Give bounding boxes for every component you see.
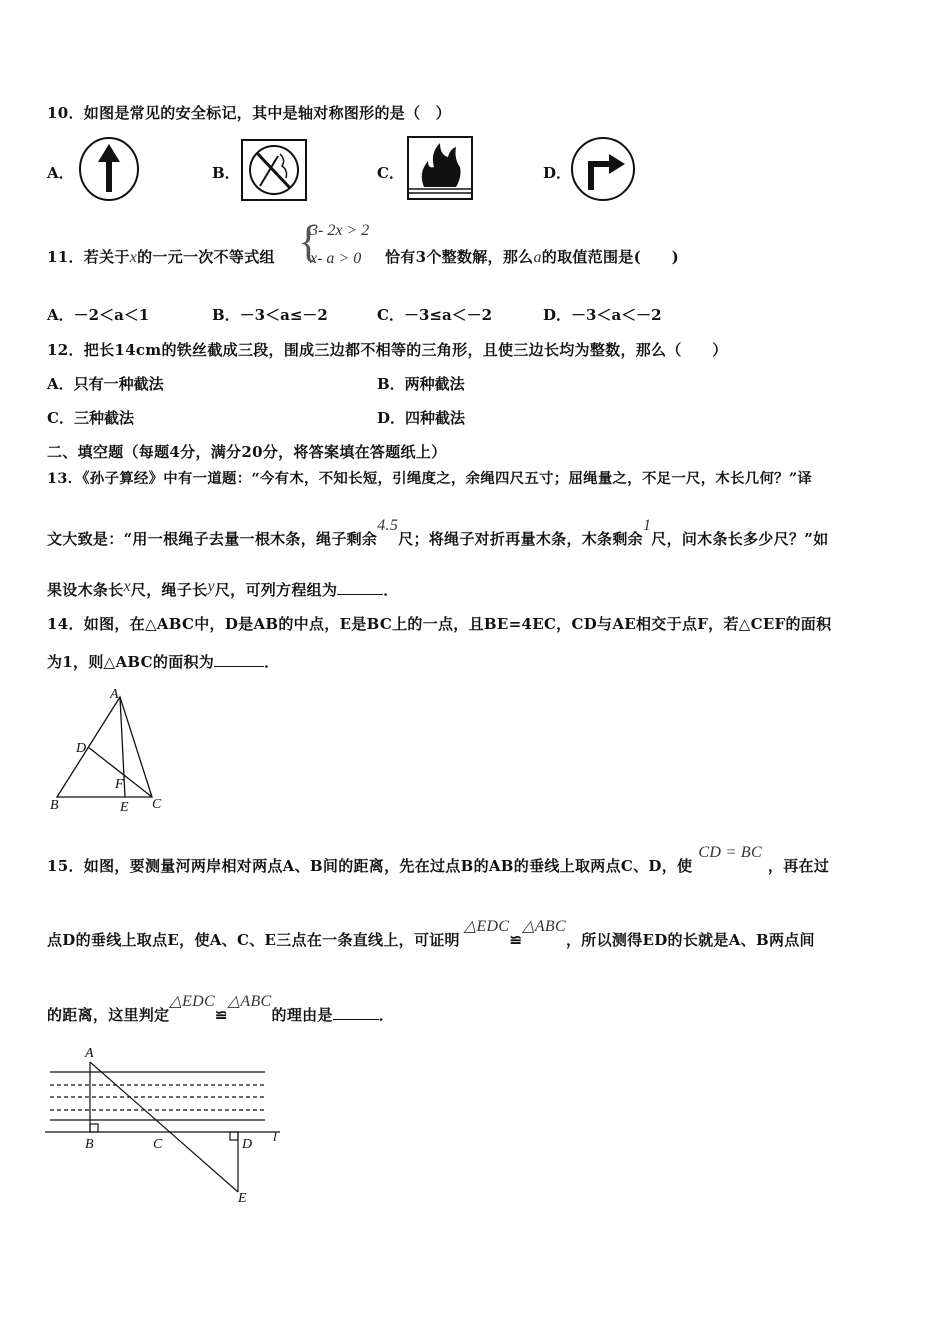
label-a: A <box>85 1046 94 1061</box>
q12-option-b: B．两种截法 <box>377 375 465 393</box>
q14-line1: 14．如图，在△ABC中，D是AB的中点，E是BC上的一点，且BE=4EC，CD与AE相交于点F，若△CEF的面积 <box>47 615 832 633</box>
q11-stem-tail <box>385 246 679 267</box>
inequality-2: x- a > 0 <box>310 250 362 267</box>
q12-option-c: C．三种截法 <box>47 409 134 427</box>
q10-option-a-label: A． <box>47 164 74 182</box>
q15-line1-a: 15．如图，要测量河两岸相对两点A、B间的距离，先在过点B的AB的垂线上取两点C、D，使 <box>47 857 693 875</box>
label-l: l <box>273 1130 277 1145</box>
q11-option-d: D．－3＜a＜－2 <box>543 306 662 324</box>
var-y: y <box>207 578 215 595</box>
congruent-symbol: ≌ <box>214 1006 228 1024</box>
system-brace: { <box>298 217 320 266</box>
label-a: A <box>110 687 119 702</box>
period: ． <box>378 1006 395 1024</box>
q10-option-d-label: D． <box>543 164 572 182</box>
answer-blank[interactable] <box>214 654 264 667</box>
section-heading: 二、填空题（每题4分，满分20分，将答案填在答题纸上） <box>47 443 447 461</box>
label-d: D <box>76 741 87 756</box>
q10-option-b-label: B． <box>212 164 240 182</box>
q13-line2-c: 尺，问木条长多少尺？”如 <box>651 530 829 548</box>
q15-line2-a: 点D的垂线上取点E，使A、C、E三点在一条直线上，可证明 <box>47 931 460 949</box>
q11-stem-mid: 的一元一次不等式组 <box>137 248 275 266</box>
q13-line3-c: 尺，可列方程组为 <box>214 581 338 599</box>
q14-line2-text: 为1，则△ABC的面积为 <box>47 653 215 671</box>
answer-blank[interactable] <box>337 582 383 595</box>
q15-line3 <box>47 993 395 1025</box>
turn-right-sign-icon <box>569 136 637 202</box>
congruent-symbol: ≌ <box>509 931 523 949</box>
triangle-abc-figure <box>40 682 180 814</box>
answer-blank[interactable] <box>333 1007 379 1020</box>
equation-cd-bc: CD = BC <box>698 844 762 861</box>
label-f: F <box>115 777 124 792</box>
q13-line2-a: 文大致是：“用一根绳子去量一根木条，绳子剩余 <box>47 530 378 548</box>
triangle-edc: △EDC <box>463 918 510 935</box>
q15-line3-b: 的理由是 <box>271 1006 333 1024</box>
q11-stem <box>47 246 275 267</box>
period: ． <box>264 653 280 671</box>
q11-option-b: B．－3＜a≤－2 <box>212 306 328 324</box>
var-x: x <box>129 249 138 266</box>
label-e: E <box>120 800 129 814</box>
flammable-sign-icon <box>406 135 474 203</box>
q12-stem: 12．把长14cm的铁丝截成三段，围成三边都不相等的三角形，且使三边长均为整数，那么（ ） <box>47 341 728 359</box>
q15-line2 <box>47 918 815 950</box>
value-4-5: 4.5 <box>377 517 399 534</box>
q11-stem-pre: 11．若关于 <box>47 248 130 266</box>
triangle-abc: △ABC <box>227 993 272 1010</box>
q15-line1-b: ，再在过 <box>767 857 830 875</box>
q11-option-a: A．－2＜a＜1 <box>47 306 150 324</box>
q10-stem: 10．如图是常见的安全标记，其中是轴对称图形的是（ ） <box>47 104 451 122</box>
q13-line2 <box>47 517 829 549</box>
q12-option-d: D．四种截法 <box>377 409 466 427</box>
q10-option-c-label: C． <box>377 164 404 182</box>
q13-line2-b: 尺；将绳子对折再量木条，木条剩余 <box>398 530 643 548</box>
no-fire-sign-icon <box>240 138 308 202</box>
inequality-1: 3- 2x > 2 <box>310 222 370 239</box>
q13-line3-b: 尺，绳子长 <box>130 581 208 599</box>
q15-line2-b: ，所以测得ED的长就是A、B两点间 <box>565 931 815 949</box>
var-x: x <box>123 578 131 595</box>
q14-line2 <box>47 651 279 672</box>
label-b: B <box>50 798 59 813</box>
label-c: C <box>153 1137 163 1152</box>
triangle-abc: △ABC <box>522 918 566 935</box>
q11-stem-post1: 恰有3个整数解，那么 <box>385 248 534 266</box>
q13-line3-a: 果设木条长 <box>47 581 124 599</box>
river-measurement-figure <box>40 1040 290 1210</box>
q11-stem-post2: 的取值范围是( ) <box>541 248 679 266</box>
q13-line1: 13．《孙子算经》中有一道题：“今有木，不知长短，引绳度之，余绳四尺五寸；屈绳量之，不足一尺，木长几何？”译 <box>47 470 813 487</box>
up-arrow-sign-icon <box>76 136 142 202</box>
q12-option-a: A．只有一种截法 <box>47 375 164 393</box>
q15-line3-a: 的距离，这里判定 <box>47 1006 170 1024</box>
var-a: a <box>533 249 542 266</box>
label-c: C <box>152 797 162 812</box>
triangle-edc: △EDC <box>169 993 215 1010</box>
period: ． <box>383 581 399 599</box>
label-b: B <box>85 1137 94 1152</box>
label-d: D <box>242 1137 253 1152</box>
value-1: 1 <box>642 517 652 534</box>
label-e: E <box>238 1191 247 1206</box>
q15-line1 <box>47 844 830 876</box>
q13-line3 <box>47 579 399 600</box>
q11-option-c: C．－3≤a＜－2 <box>377 306 493 324</box>
